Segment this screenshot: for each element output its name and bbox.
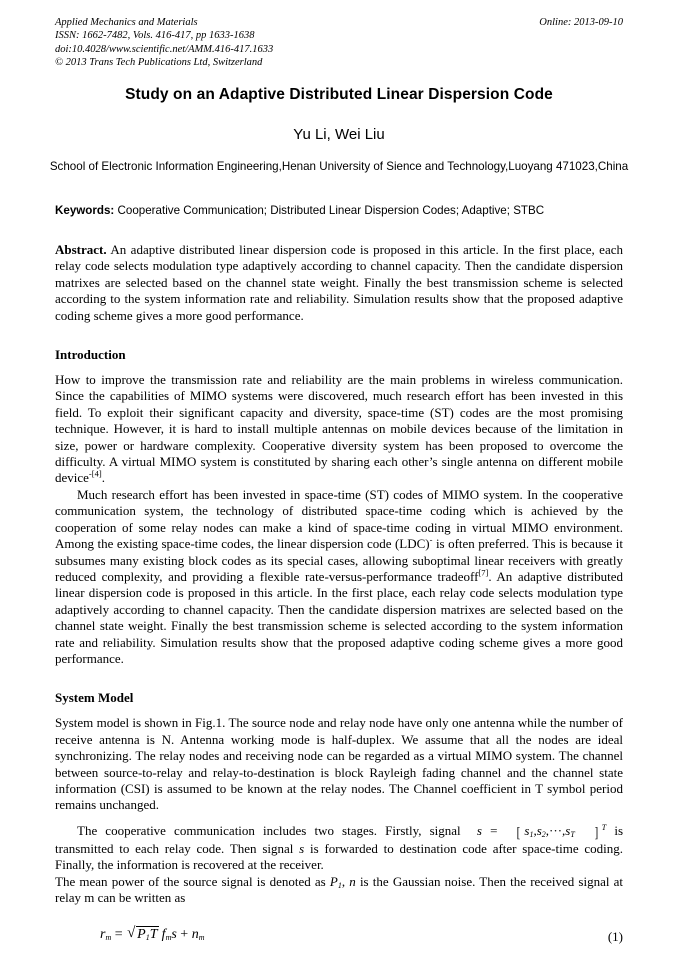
inline-math-s: s <box>299 840 305 856</box>
sys-p3-text-a: The mean power of the source signal is denoted as <box>55 873 326 889</box>
intro-p2-text-a: Much research effort has been invested in space-time (ST) codes of MIMO system. In the cooperative communication system, the technology of distributed space-time coding which is achieved by the cooperation of some relay nodes can make a kind of space-time coding in virtual MIMO environment. Among the existing space-time codes, the linear dispersion code (LDC) <box>55 486 623 552</box>
inline-math-p1: $P_1$ <box>329 873 342 891</box>
system-model-paragraph-1: System model is shown in Fig.1. The source node and relay node have only one antenna while the number of receive antenna is N. Antenna working mode is half-duplex. We assume that all the nodes are ideal synchronizing. The relay nodes and receiving node can be regarded as a virtual MIMO system. The channel between source-to-relay and relay-to-destination is block Rayleigh fading channel and the channel state information (CSI) is assumed to be known at the relay nodes. The Channel coefficient in T symbol period remains unchanged. <box>55 715 623 813</box>
journal-doi-line: doi:10.4028/www.scientific.net/AMM.416-417.1633 <box>55 43 274 55</box>
equation-1-number: (1) <box>607 928 623 944</box>
abstract-label: Abstract. <box>55 242 107 257</box>
page-title: Study on an Adaptive Distributed Linear Dispersion Code <box>125 86 553 103</box>
journal-name: Applied Mechanics and Materials <box>55 17 198 28</box>
keywords-text: Cooperative Communication; Distributed Linear Dispersion Codes; Adaptive; STBC <box>117 204 545 217</box>
author-affiliation: School of Electronic Information Engineering,Henan University of Sience and Technology,Luoyang 471023,China <box>49 160 629 173</box>
equation-1-body: $r_m$ = √ $P_1T$ $f_ms + n_m$ <box>100 926 204 943</box>
journal-issn-line: ISSN: 1662-7482, Vols. 416-417, pp 1633-1638 <box>55 30 255 42</box>
inline-math-signal-vector: s = [ $s_1,s_2,\cdot\cdot\cdot,s_T$ ] $^T$ <box>476 822 607 841</box>
system-model-paragraph-2 <box>55 823 623 874</box>
system-model-paragraph-3 <box>55 874 623 907</box>
sys-p3-comma: , <box>341 873 346 889</box>
journal-running-head <box>55 16 623 74</box>
online-publication-date: Online: 2013-09-10 <box>539 17 623 28</box>
intro-p2-text-c: . An adaptive distributed linear dispersion code is proposed in this article. In the first place, each relay code selects modulation type adaptively according to channel capacity. Then the candidate dispersion matrixes are selected based on the channel state weight. Finally the best transmission scheme is selected according to the system information rate and reliability. Simulation results show that the proposed adaptive coding scheme gives a more good performance. <box>55 568 623 666</box>
sys-p2-text-b: is transmitted to each relay code. Then signal <box>55 822 624 856</box>
section-heading-introduction: Introduction <box>55 347 126 363</box>
inline-math-n: n <box>349 873 356 889</box>
citation-ref-4: [4] <box>91 469 102 480</box>
keywords-label: Keywords: <box>55 204 115 217</box>
citation-ref-7: [7] <box>478 567 489 578</box>
intro-p1-tail: . <box>101 470 105 486</box>
intro-paragraph-1 <box>55 372 623 487</box>
author-list: Yu Li, Wei Liu <box>293 126 385 143</box>
keywords-line <box>55 203 623 218</box>
section-heading-system-model: System Model <box>55 690 134 706</box>
intro-p1-mark: - <box>88 469 92 480</box>
journal-copyright-line: © 2013 Trans Tech Publications Ltd, Switzerland <box>55 57 263 69</box>
abstract-paragraph <box>55 242 623 324</box>
intro-paragraph-2 <box>55 487 623 667</box>
intro-p2-text-b: is often preferred. This is because it subsumes many existing block codes as its special cases, allowing suboptimal linear receivers with greatly reduced complexity, and providing a flexible rate-versus-performance tradeoff <box>55 536 623 584</box>
equation-1-row <box>55 926 623 952</box>
intro-p1-text: How to improve the transmission rate and reliability are the main problems in wireless communication. Since the capabilities of MIMO systems were discovered, much research effort has been invested in this field. To exploit their significant capacity and diversity, space-time (ST) codes are the most promising technique. However, it is hard to install multiple antennas on mobile devices because of the limitation in size, power or hardware complexity. Cooperative diversity system has been proposed to overcome the difficulty. A virtual MIMO system is constituted by sharing each other’s single antenna on different mobile device <box>55 372 623 486</box>
sys-p2-text-c: is forwarded to destination code after space-time coding. Finally, the information is recovered at the receiver. <box>55 840 624 873</box>
sys-p3-text-c: is the Gaussian noise. Then the received signal at relay m can be written as <box>55 873 624 906</box>
intro-p2-mark: - <box>429 534 433 545</box>
abstract-text: An adaptive distributed linear dispersion code is proposed in this article. In the first place, each relay code selects modulation type adaptively according to channel capacity. Then the candidate dispersion matrixes are selected based on the channel state weight. Finally the best transmission scheme is selected according to the system information rate and reliability. Simulation results show that the proposed adaptive coding scheme gives a more good performance. <box>55 242 623 323</box>
sys-p2-text-a: The cooperative communication includes two stages. Firstly, signal <box>77 822 461 838</box>
